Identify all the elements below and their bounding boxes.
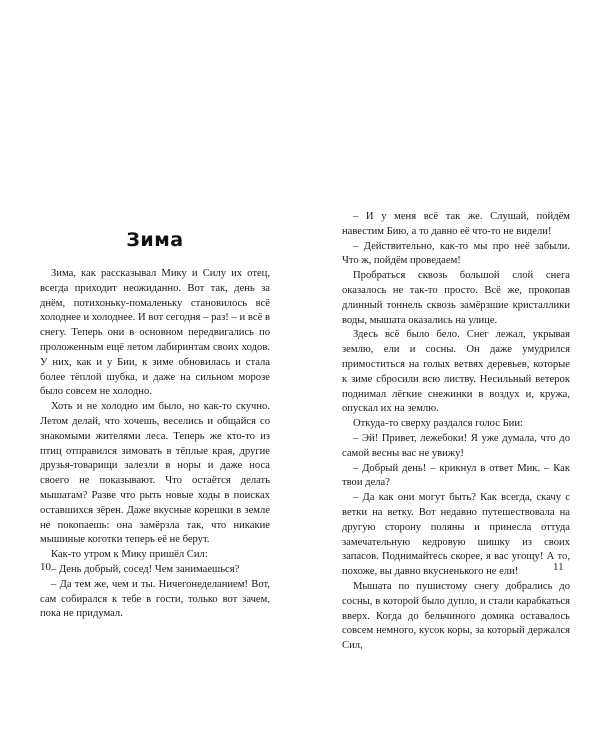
page-number-right: 11 [553,561,564,573]
paragraph: – Эй! Привет, лежебоки! Я уже думала, что до самой весны вас не увижу! [342,432,570,459]
paragraph: Как-то утром к Мику пришёл Сил: [51,549,208,561]
paragraph: Здесь всё было бело. Снег лежал, укрывая землю, ели и сосны. Он даже умудрился примоститься на голых ветвях деревьев, которые к зиме сбросили всю листву. Несильный ветерок поднимал лёгкие снежинки в воздух и, кружа, опускал их на землю. [342,329,570,415]
paragraph: Хоть и не холодно им было, но как-то скучно. Летом делай, что хочешь, веселись и общайся со знакомыми жителями леса. Теперь же кто-то из птиц отправился зимовать в тёплые края, другие друзья-товарищи залезли в норы и даже носа своего не показывают. Что остаётся делать мышатам? Разве что рыть новые ходы в поисках оставшихся зёрен. Даже вкусные корешки в земле не покопаешь: она замёрзла так, что никакие мышиные коготки теперь её не берут. [40,401,270,546]
paragraph: Мышата по пушистому снегу добрались до сосны, в которой было дупло, и стали карабкаться вверх. Когда до бельчиного домика оставалось совсем немного, кусок коры, за который держался Сил, [342,580,570,652]
paragraph: Откуда-то сверху раздался голос Бии: [353,418,523,430]
right-page-text [342,210,570,654]
paragraph: Зима, как рассказывал Мику и Силу их отец, всегда приходит неожиданно. Вот так, день за днём, потихоньку-помаленьку становилось всё холоднее и холоднее. И вот сегодня – раз! – и всё в снегу. Теперь они в основном передвигались по проложенным ещё летом лабиринтам своих ходов. У них, как и у Бии, к зиме обновилась и стала более тёплой шубка, и даже на сильном морозе было совсем не холодно. [40,268,270,398]
left-page-text [40,267,270,622]
paragraph: – Действительно, как-то мы про неё забыли. Что ж, пойдём проведаем! [342,240,570,267]
chapter-title: Зима [126,229,184,251]
paragraph: – Добрый день! – крикнул в ответ Мик. – Как твои дела? [342,462,570,489]
right-page [300,0,600,750]
paragraph: – Да тем же, чем и ты. Ничегонеделанием! Вот, сам собирался к тебе в гости, только вот зачем, пока не придумал. [40,578,270,620]
paragraph: – Да как они могут быть? Как всегда, скачу с ветки на ветку. Вот недавно путешествовала на другую сторону поляны и принесла оттуда замечательную кедровую шишку из своих запасов. Поднимайтесь скорее, я вас угощу! А то, похоже, вы давно вкусненького не ели! [342,492,570,578]
paragraph: – День добрый, сосед! Чем занимаешься? [51,563,240,575]
paragraph: – И у меня всё так же. Слушай, пойдём навестим Бию, а то давно её что-то не видели! [342,211,570,237]
page-number-left: 10 [40,561,51,573]
paragraph: Пробраться сквозь большой слой снега оказалось не так-то просто. Всё же, прокопав длинный тоннель сквозь замёрзшие кристаллики воды, мышата оказались на улице. [342,270,570,326]
